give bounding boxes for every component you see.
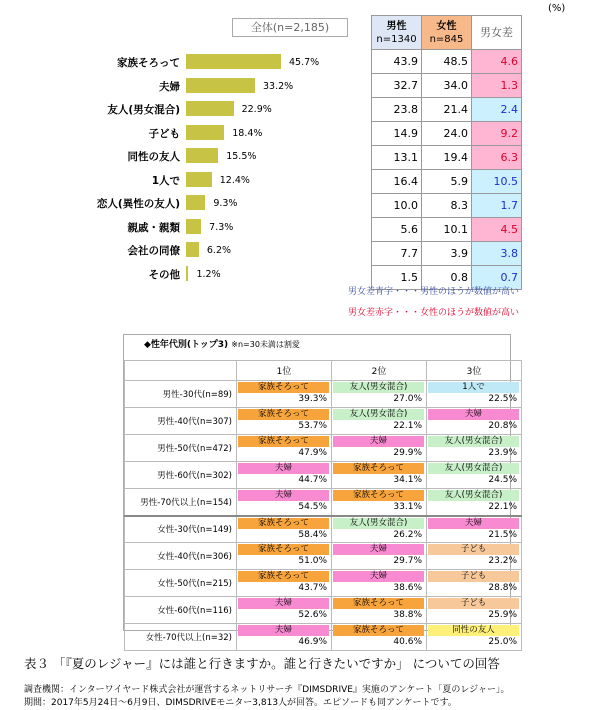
diff-cell: 6.3 — [472, 146, 522, 170]
rank-cell — [427, 408, 522, 435]
rank-pct: 58.4% — [298, 529, 327, 540]
unit-label: (%) — [548, 3, 566, 14]
rank-pct: 46.9% — [298, 637, 327, 647]
diff-header: 男女差 — [472, 16, 522, 50]
rank-tag: 友人(男女混合) — [428, 490, 519, 501]
rank-tag: 1人で — [428, 382, 519, 393]
rank-tag: 家族そろって — [238, 382, 329, 393]
male-value: 16.4 — [372, 170, 422, 194]
gender-row — [372, 218, 522, 242]
rank-pct: 29.7% — [393, 556, 422, 566]
rank-row-label: 女性-60代(n=116) — [125, 597, 237, 624]
rank-row — [125, 462, 522, 489]
rank-table — [124, 360, 522, 651]
rank-row-label: 女性-30代(n=149) — [125, 516, 237, 543]
rank-pct: 20.8% — [488, 421, 517, 431]
footer-line-2: 期間：2017年5月24日～6月9日、DIMSDRIVEモニター3,813人が回答。エピソードも同アンケートです。 — [24, 698, 457, 708]
rank-row — [125, 489, 522, 516]
bar — [186, 125, 224, 140]
rank-pct: 38.6% — [393, 583, 422, 593]
rank-row-label: 男性-30代(n=89) — [125, 381, 237, 408]
rank-tag: 家族そろって — [238, 571, 329, 582]
rank-cell — [237, 570, 332, 597]
rank-note: ※n=30未満は割愛 — [231, 340, 300, 349]
rank-cell — [427, 435, 522, 462]
category-label: 恋人(異性の友人) — [96, 198, 180, 210]
rank-tag: 友人(男女混合) — [428, 463, 519, 474]
rank-cell — [332, 435, 427, 462]
bar — [186, 195, 205, 210]
bar-value-label: 33.2% — [263, 80, 294, 92]
gender-row — [372, 146, 522, 170]
diff-cell: 10.5 — [472, 170, 522, 194]
rank-pct: 34.1% — [393, 475, 422, 485]
bar — [186, 242, 199, 257]
rank-tag: 家族そろって — [333, 625, 424, 636]
rank-cell — [332, 624, 427, 651]
rank-tag: 夫婦 — [333, 571, 424, 582]
female-value: 21.4 — [422, 98, 472, 122]
rank-cell — [237, 435, 332, 462]
gender-row — [372, 74, 522, 98]
bar — [186, 54, 281, 69]
gender-row — [372, 170, 522, 194]
gender-row — [372, 194, 522, 218]
rank-cell — [427, 624, 522, 651]
rank-cell — [332, 543, 427, 570]
rank-tag: 友人(男女混合) — [333, 518, 424, 529]
rank-corner — [125, 361, 237, 381]
rank-row — [125, 597, 522, 624]
rank-cell — [237, 624, 332, 651]
rank-cell — [427, 489, 522, 516]
gender-row — [372, 122, 522, 146]
legend-red: 男女差赤字・・・女性のほうが数値が高い — [348, 308, 520, 318]
legend-blue: 男女差青字・・・男性のほうが数値が高い — [348, 287, 520, 297]
rank-row — [125, 624, 522, 651]
rank-cell — [427, 570, 522, 597]
rank-pct: 53.7% — [298, 421, 327, 431]
category-label: 会社の同僚 — [127, 245, 180, 257]
diff-cell: 1.7 — [472, 194, 522, 218]
bar — [186, 78, 255, 93]
female-value: 5.9 — [422, 170, 472, 194]
rank-pct: 54.5% — [298, 502, 327, 512]
rank-pct: 23.9% — [488, 448, 517, 458]
bar-value-label: 15.5% — [226, 151, 257, 162]
rank-pct: 39.3% — [298, 394, 327, 404]
bar-value-label: 7.3% — [209, 221, 234, 233]
rank-cell — [237, 597, 332, 624]
bar — [186, 219, 201, 234]
rank-cell — [332, 462, 427, 489]
rank-row-label: 男性-70代以上(n=154) — [125, 489, 237, 516]
chart-title: 全体(n=2,185) — [232, 18, 348, 37]
rank-pct: 21.5% — [488, 529, 517, 540]
bar-value-label: 18.4% — [232, 127, 263, 139]
rank-pct: 22.1% — [393, 421, 422, 431]
female-value: 10.1 — [422, 218, 472, 242]
rank-pct: 25.9% — [488, 610, 517, 620]
bar-value-label: 9.3% — [213, 198, 238, 209]
male-value: 43.9 — [372, 50, 422, 74]
category-label: 子ども — [148, 127, 180, 140]
rank-tag: 友人(男女混合) — [428, 436, 519, 447]
rank-row-label: 女性-50代(n=215) — [125, 570, 237, 597]
female-value: 19.4 — [422, 146, 472, 170]
rank-title — [144, 337, 300, 350]
rank-tag: 夫婦 — [238, 490, 329, 501]
rank-row — [125, 381, 522, 408]
male-value: 32.7 — [372, 74, 422, 98]
rank-cell — [237, 408, 332, 435]
rank-row-label: 男性-50代(n=472) — [125, 435, 237, 462]
female-header-label: 女性 — [436, 20, 457, 32]
gender-row — [372, 98, 522, 122]
gender-row — [372, 242, 522, 266]
rank-title-text: ◆性年代別(トップ3) — [144, 340, 229, 350]
category-label: 親戚・親類 — [127, 221, 180, 234]
male-value: 5.6 — [372, 218, 422, 242]
rank-tag: 家族そろって — [333, 598, 424, 609]
bar-value-label: 45.7% — [289, 57, 320, 68]
bar-value-label: 1.2% — [196, 268, 221, 280]
category-label: 同性の友人 — [127, 151, 180, 163]
male-header — [372, 16, 422, 50]
female-value: 34.0 — [422, 74, 472, 98]
rank-cell — [332, 597, 427, 624]
rank-tag: 夫婦 — [238, 598, 329, 609]
rank-cell — [237, 462, 332, 489]
caption: 表３ 「『夏のレジャー』には誰と行きますか。誰と行きたいですか」 についての回答 — [24, 656, 500, 671]
rank-pct: 22.5% — [488, 394, 517, 404]
male-value: 14.9 — [372, 122, 422, 146]
rank-row-label: 男性-40代(n=307) — [125, 408, 237, 435]
male-n: n=1340 — [376, 33, 417, 45]
rank-tag: 家族そろって — [333, 463, 424, 474]
footer-line-1: 調査機関：インターワイヤード株式会社が運営するネットリサーチ『DIMSDRIVE』実施のアンケート「夏のレジャー」。 — [24, 685, 510, 695]
rank-tag: 同性の友人 — [428, 625, 519, 636]
rank-cell — [237, 516, 332, 543]
female-value: 48.5 — [422, 50, 472, 74]
category-label: その他 — [148, 268, 180, 281]
category-label: 1人で — [151, 174, 180, 187]
rank-pct: 25.0% — [488, 637, 517, 647]
rank-pct: 26.2% — [393, 529, 422, 540]
male-value: 10.0 — [372, 194, 422, 218]
rank-pct: 27.0% — [393, 394, 422, 404]
rank-cell — [237, 543, 332, 570]
bar-value-label: 12.4% — [219, 174, 250, 186]
rank-cell — [427, 381, 522, 408]
female-header — [422, 16, 472, 50]
rank-tag: 子ども — [428, 544, 519, 555]
rank-tag: 友人(男女混合) — [333, 382, 424, 393]
rank-tag: 子ども — [428, 598, 519, 609]
rank-tag: 家族そろって — [238, 544, 329, 555]
rank-tag: 夫婦 — [238, 463, 329, 474]
male-value: 1.5 — [372, 266, 422, 290]
male-header-label: 男性 — [386, 20, 407, 32]
rank-row-label: 女性-70代以上(n=32) — [125, 624, 237, 651]
diff-cell: 3.8 — [472, 242, 522, 266]
rank-cell — [427, 543, 522, 570]
rank-tag: 家族そろって — [238, 409, 329, 420]
diff-cell: 0.7 — [472, 266, 522, 290]
rank-cell — [332, 570, 427, 597]
gender-table — [371, 15, 522, 290]
female-value: 8.3 — [422, 194, 472, 218]
rank-tag: 夫婦 — [333, 436, 424, 447]
rank-tag: 家族そろって — [238, 518, 329, 529]
rank-row-label: 男性-60代(n=302) — [125, 462, 237, 489]
rank-row — [125, 543, 522, 570]
rank-tag: 夫婦 — [428, 409, 519, 420]
diff-cell: 4.5 — [472, 218, 522, 242]
rank-cell — [427, 516, 522, 543]
rank-cell — [332, 489, 427, 516]
diff-cell: 9.2 — [472, 122, 522, 146]
male-value: 23.8 — [372, 98, 422, 122]
bar-value-label: 6.2% — [206, 245, 232, 256]
rank-pct: 40.6% — [393, 637, 422, 647]
female-value: 3.9 — [422, 242, 472, 266]
diff-cell: 1.3 — [472, 74, 522, 98]
rank-row — [125, 570, 522, 597]
rank-pct: 29.9% — [393, 448, 422, 458]
rank-pct: 51.0% — [298, 556, 327, 566]
bar — [186, 172, 212, 187]
rank-row — [125, 516, 522, 543]
rank-tag: 家族そろって — [238, 436, 329, 447]
rank-row — [125, 435, 522, 462]
gender-row — [372, 50, 522, 74]
rank-tag: 子ども — [428, 571, 519, 582]
category-label: 友人(男女混合) — [107, 104, 180, 116]
rank-row-label: 女性-40代(n=306) — [125, 543, 237, 570]
rank-tag: 夫婦 — [428, 518, 519, 529]
rank-pct: 47.9% — [298, 448, 327, 458]
male-value: 7.7 — [372, 242, 422, 266]
rank-pct: 28.8% — [488, 583, 517, 593]
rank-pct: 38.8% — [393, 610, 422, 620]
bar — [186, 148, 218, 163]
rank-cell — [332, 408, 427, 435]
category-label: 家族そろって — [117, 57, 180, 69]
bar — [186, 101, 234, 116]
diff-cell: 4.6 — [472, 50, 522, 74]
rank-tag: 家族そろって — [333, 490, 424, 501]
rank-cell — [332, 381, 427, 408]
category-label: 夫婦 — [159, 80, 180, 93]
female-n: n=845 — [429, 33, 464, 45]
rank-cell — [237, 489, 332, 516]
female-value: 0.8 — [422, 266, 472, 290]
bar-value-label: 22.9% — [241, 104, 272, 115]
rank-cell — [427, 462, 522, 489]
male-value: 13.1 — [372, 146, 422, 170]
rank-pct: 23.2% — [488, 556, 517, 566]
rank-head-3: 3位 — [427, 361, 522, 381]
rank-pct: 22.1% — [488, 502, 517, 512]
rank-cell — [427, 597, 522, 624]
rank-pct: 44.7% — [298, 475, 327, 485]
rank-head-1: 1位 — [237, 361, 332, 381]
diff-cell: 2.4 — [472, 98, 522, 122]
rank-pct: 24.5% — [488, 475, 517, 485]
rank-row — [125, 408, 522, 435]
rank-head-2: 2位 — [332, 361, 427, 381]
rank-cell — [332, 516, 427, 543]
rank-cell — [237, 381, 332, 408]
rank-tag: 友人(男女混合) — [333, 409, 424, 420]
rank-pct: 43.7% — [298, 583, 327, 593]
rank-tag: 夫婦 — [238, 625, 329, 636]
female-value: 24.0 — [422, 122, 472, 146]
bar — [186, 266, 188, 281]
rank-tag: 夫婦 — [333, 544, 424, 555]
rank-pct: 33.1% — [393, 502, 422, 512]
rank-pct: 52.6% — [298, 610, 327, 620]
